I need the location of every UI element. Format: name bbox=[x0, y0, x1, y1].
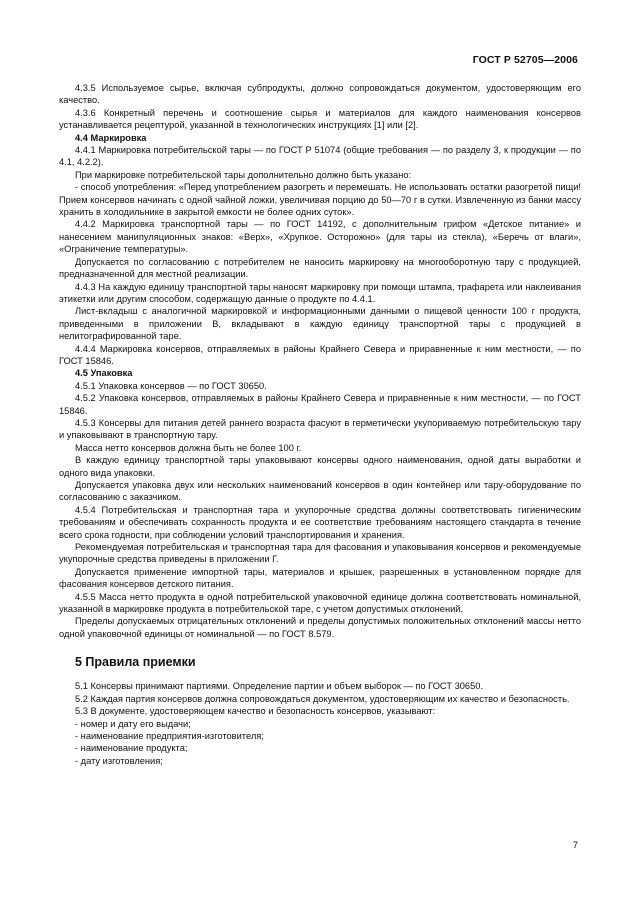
list-item: - наименование предприятия-изготовителя; bbox=[75, 730, 264, 741]
paragraph: 4.5.3 Консервы для питания детей раннего возраста фасуют в герметически укупориваемую потребительскую тару и упаковывают в транспортную тару. bbox=[59, 417, 581, 441]
page-number: 7 bbox=[572, 840, 578, 851]
paragraph: 4.5.4 Потребительская и транспортная тара и укупорочные средства должны соответствовать гигиеническим требованиям и обеспечивать сохранность продукта и ее соответствие требованиям настоящего стандарта в течение всего срока годности, при соблюдении условий транспортирования и хранения. bbox=[59, 504, 581, 540]
paragraph: 4.5.2 Упаковка консервов, отправляемых в районы Крайнего Севера и приравненные к ним местности, — по ГОСТ 15846. bbox=[59, 393, 581, 416]
subsection-heading: 4.4 Маркировка bbox=[75, 132, 147, 143]
paragraph: В каждую единицу транспортной тары упаковывают консервы одного наименования, одной даты выработки и одного вида упаковки. bbox=[59, 455, 581, 478]
paragraph: Допускается упаковка двух или нескольких наименований консервов в один контейнер или тару-оборудование по согласованию с заказчиком. bbox=[59, 480, 581, 503]
document-body bbox=[59, 82, 581, 767]
section-4-paragraphs bbox=[59, 82, 581, 640]
paragraph: Рекомендуемая потребительская и транспортная тара для фасования и упаковывания консервов и рекомендуемые укупорочные средства приведены в приложении Г. bbox=[59, 542, 581, 565]
paragraph: 4.5.1 Упаковка консервов — по ГОСТ 30650. bbox=[75, 380, 267, 391]
paragraph: 4.4.3 На каждую единицу транспортной тары наносят маркировку при помощи штампа, трафарета или наклеивания этикетки или другим способом, содержащую данные о продукте по 4.4.1. bbox=[59, 281, 581, 304]
paragraph: Лист-вкладыш с аналогичной маркировкой и информационными данными о пищевой ценности 100 г продукта, приведенными в приложении В, вкладывают в каждую единицу транспортной тары с продукцией в нелитографированной таре. bbox=[59, 306, 581, 342]
section-5-title: 5 Правила приемки bbox=[75, 655, 196, 670]
paragraph: Допускается по согласованию с потребителем не наносить маркировку на многооборотную тару с продукцией, предназначенной для местной реализации. bbox=[59, 256, 581, 280]
paragraph: 4.4.4 Маркировка консервов, отправляемых в районы Крайнего Севера и приравненные к ним местности, — по ГОСТ 15846. bbox=[59, 343, 581, 366]
list-item: - номер и дату его выдачи; bbox=[75, 718, 191, 729]
paragraph: 4.3.5 Используемое сырье, включая субпродукты, должно сопровождаться документом, удостоверяющим его качество. bbox=[59, 83, 581, 106]
list-item: - дату изготовления; bbox=[75, 755, 163, 766]
paragraph: Пределы допускаемых отрицательных отклонений и пределы допустимых положительных отклонений массы нетто одной упаковочной единицы от номинальной — по ГОСТ 8.579. bbox=[59, 616, 581, 639]
document-id-header: ГОСТ Р 52705—2006 bbox=[472, 54, 578, 66]
paragraph: 4.4.2 Маркировка транспортной тары — по ГОСТ 14192, с дополнительным грифом «Детское питание» и нанесением манипуляционных знаков: «Верх», «Хрупкое. Осторожно» (для тары из стекла), «Беречь от влаги», «Ограничение температуры». bbox=[59, 219, 581, 255]
paragraph: Масса нетто консервов должна быть не более 100 г. bbox=[75, 442, 302, 453]
paragraph: - способ употребления: «Перед употреблением разогреть и перемешать. Не использовать остатки разогретой пищи! Прием консервов начинать с одной чайной ложки, увеличивая порцию до 50—70 г в сутки. Извлеченную из банки массу хранить в холодильнике в закрытой емкости не более одних суток». bbox=[59, 182, 581, 218]
subsection-heading: 4.5 Упаковка bbox=[75, 368, 133, 379]
paragraph-5-1: 5.1 Консервы принимают партиями. Определение партии и объем выборок — по ГОСТ 30650. bbox=[75, 681, 484, 692]
paragraph: 4.3.6 Конкретный перечень и соотношение сырья и материалов для каждого наименования консервов устанавливается рецептурой, указанной в технологических инструкциях [1] или [2]. bbox=[59, 107, 581, 131]
paragraph-5-2: 5.2 Каждая партия консервов должна сопровождаться документом, удостоверяющим их качество и безопасность. bbox=[75, 693, 570, 704]
list-item: - наименование продукта; bbox=[75, 743, 188, 754]
paragraph-5-3: 5.3 В документе, удостоверяющем качество и безопасность консервов, указывают: bbox=[75, 706, 436, 717]
paragraph: Допускается применение импортной тары, материалов и крышек, разрешенных в установленном порядке для фасования консервов детского питания. bbox=[59, 566, 581, 590]
paragraph: При маркировке потребительской тары дополнительно должно быть указано: bbox=[75, 169, 412, 180]
paragraph: 4.4.1 Маркировка потребительской тары — по ГОСТ Р 51074 (общие требования — по разделу 3, к продукции — по 4.1, 4.2.2). bbox=[59, 145, 581, 168]
paragraph: 4.5.5 Масса нетто продукта в одной потребительской упаковочной единице должна соответствовать номинальной, указанной в маркировке продукта в потребительской таре, с учетом допустимых отклонений. bbox=[59, 591, 581, 615]
